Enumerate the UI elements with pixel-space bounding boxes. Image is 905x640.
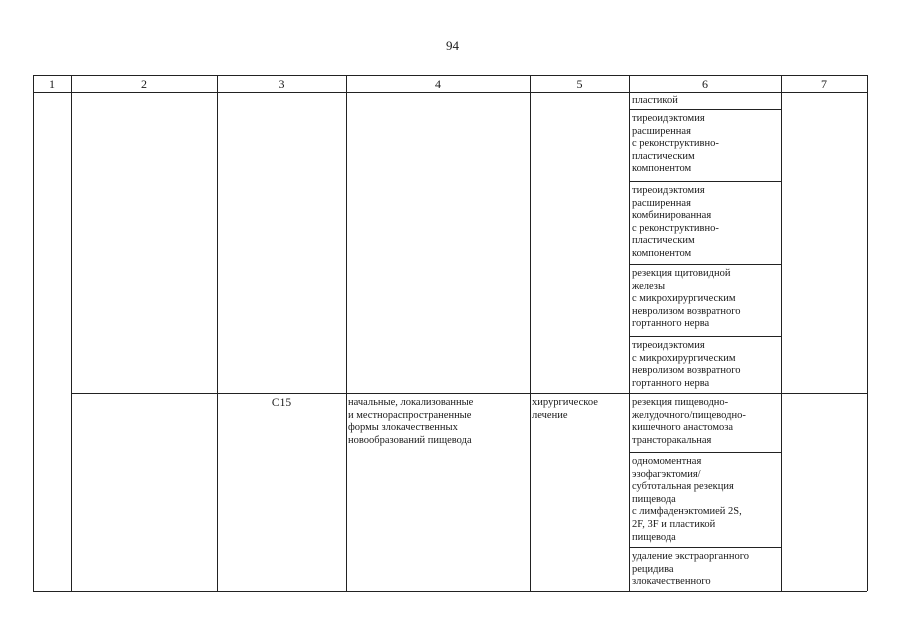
column-header-5: 5 [576,77,583,91]
group-divider [71,393,867,394]
procedure-cell: резекция пищеводно- желудочного/пищеводно- кишечного анастомоза трансторакальная [632,397,746,446]
procedure-cell: тиреоидэктомия с микрохирургическим невролизом возвратного гортанного нерва [632,340,741,389]
column-divider [71,75,72,591]
treatment-type: хирургическое лечение [532,397,598,421]
header-bottom-border [33,92,867,93]
procedure-cell: пластикой [632,95,678,106]
diagnosis-code: C15 [271,397,292,409]
column-header-2: 2 [141,77,147,91]
column-divider [217,75,218,591]
row-divider [629,452,781,453]
row-divider [629,336,781,337]
page-number: 94 [446,38,459,53]
column-header-6: 6 [702,77,708,91]
procedure-cell: резекция щитовидной железы с микрохирургическим невролизом возвратного гортанного нерва [632,268,741,330]
column-header-3: 3 [278,77,285,91]
column-divider [346,75,347,591]
table-bottom-border [33,591,867,592]
column-divider [530,75,531,591]
row-divider [629,109,781,110]
procedure-cell: одномоментная эзофагэктомия/ субтотальная резекция пищевода с лимфаденэктомией 2S, 2F, 3F и пластикой пищевода [632,456,742,543]
column-divider [629,75,630,591]
procedure-cell: удаление экстраорганного рецидива злокачественного [632,551,749,588]
row-divider [629,547,781,548]
procedure-cell: тиреоидэктомия расширенная комбинированная с реконструктивно- пластическим компонентом [632,185,719,259]
table-border-left [33,75,34,591]
disease-description: начальные, локализованные и местнораспространенные формы злокачественных новообразований пищевода [348,397,474,446]
table-border-right [867,75,868,591]
row-divider [629,264,781,265]
column-header-4: 4 [435,77,441,91]
column-header-7: 7 [821,77,827,91]
row-divider [629,181,781,182]
column-divider [781,75,782,591]
procedure-cell: тиреоидэктомия расширенная с реконструктивно- пластическим компонентом [632,113,719,175]
column-header-1: 1 [49,77,55,91]
